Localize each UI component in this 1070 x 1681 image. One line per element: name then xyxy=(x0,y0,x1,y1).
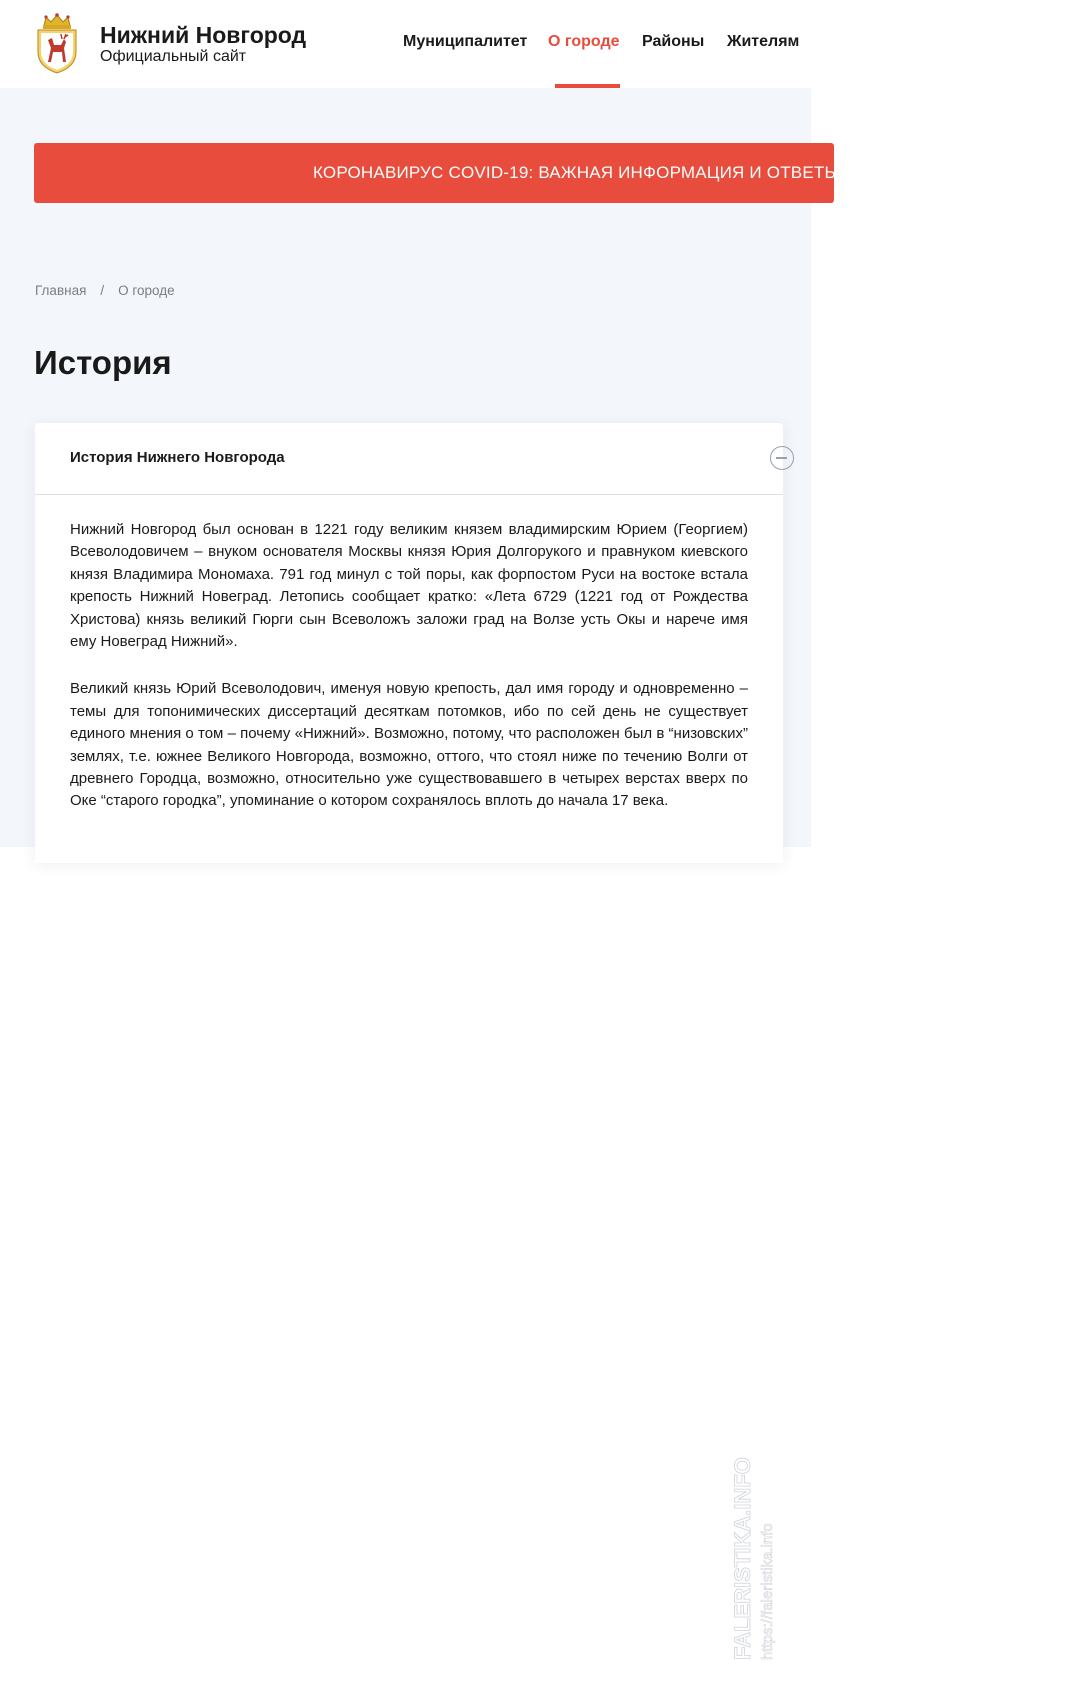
breadcrumb-separator: / xyxy=(100,283,105,298)
watermark-brand: FALERISTIKA.INFO xyxy=(730,1457,755,1660)
history-paragraph: Великий князь Юрий Всеволодович, именуя новую крепость, дал имя городу и одновременно – темы для топонимических диссертаций десяткам потомков, ибо по сей день не существует единого мнения о том – почему «Нижний». Возможно, потому, что расположен был в “низовских” землях, т.е. южнее Великого Новгорода, возможно, оттого, что стоял ниже по течению Волги от древнего Городца, возможно, относительно уже существовавшего в четырех верстах вверх по Оке “старого городка”, упоминание о котором сохранялось вплоть до начала 17 века. xyxy=(70,680,748,810)
main-nav xyxy=(0,0,811,88)
accordion-body xyxy=(70,519,748,838)
history-paragraph: Нижний Новгород был основан в 1221 году великим князем владимирским Юрием (Георгием) Всеволодовичем – внуком основателя Москвы князя Юрия Долгорукого и правнуком киевского князя Владимира Мономаха. 791 год минул с той поры, как форпостом Руси на востоке встала крепость Нижний Новеград. Летопись сообщает кратко: «Лета 6729 (1221 год от Рождества Христова) князь великий Гюрги сын Всеволожъ заложи град на Волзе усть Окы и нарече имя ему Новеград Нижний». xyxy=(70,521,748,651)
breadcrumb xyxy=(35,283,175,298)
accordion-header[interactable] xyxy=(35,423,783,495)
minus-circle-icon[interactable] xyxy=(770,446,794,470)
site-name[interactable]: Нижний Новгород xyxy=(100,22,307,48)
nav-item-residents[interactable]: Жителям xyxy=(727,33,800,50)
history-accordion xyxy=(35,423,783,863)
watermark-url: https://faleristika.info xyxy=(759,1523,776,1660)
site-subtitle: Официальный сайт xyxy=(100,48,247,65)
main-content xyxy=(0,88,1070,847)
nav-item-about-city[interactable]: О городе xyxy=(548,33,620,50)
breadcrumb-home[interactable]: Главная xyxy=(35,283,87,298)
covid-banner-text: КОРОНАВИРУС COVID-19: ВАЖНАЯ ИНФОРМАЦИЯ И ОТВЕТЫ НА ОСНОВНЫЕ ВОПРОСЫ xyxy=(313,163,1070,182)
nav-item-municipality[interactable]: Муниципалитет xyxy=(403,33,528,50)
page-title: История xyxy=(34,344,172,381)
accordion-title: История Нижнего Новгорода xyxy=(70,449,285,466)
nav-item-districts[interactable]: Районы xyxy=(642,33,705,50)
covid-banner[interactable] xyxy=(34,143,1070,203)
site-header xyxy=(0,0,811,88)
watermark xyxy=(720,1457,784,1665)
breadcrumb-current: О городе xyxy=(118,283,175,298)
